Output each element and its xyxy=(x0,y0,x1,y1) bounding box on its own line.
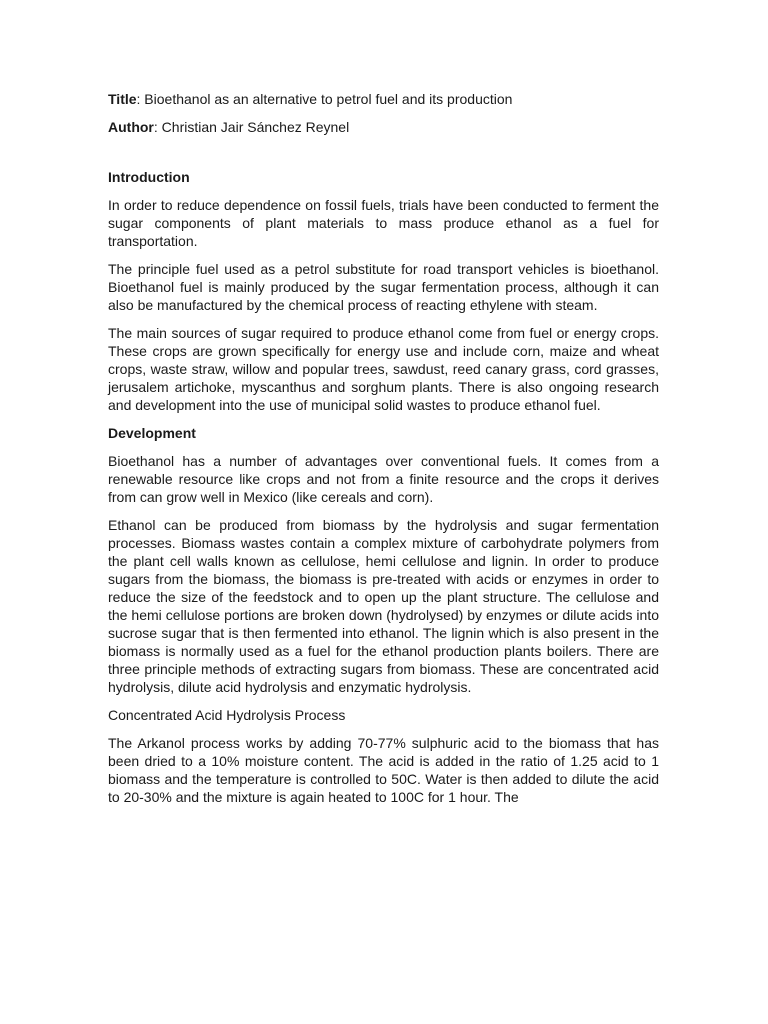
development-heading: Development xyxy=(108,425,196,441)
introduction-paragraph-2: The principle fuel used as a petrol substitute for road transport vehicles is bioethanol. Bioethanol fuel is mainly produced by the sugar fermentation process, although it can also be manufactured by the chemical process of reacting ethylene with steam. xyxy=(108,261,659,313)
introduction-paragraph-3: The main sources of sugar required to produce ethanol come from fuel or energy crops. These crops are grown specifically for energy use and include corn, maize and wheat crops, waste straw, willow and popular trees, sawdust, reed canary grass, cord grasses, jerusalem artichoke, myscanthus and sorghum plants. There is also ongoing research and development into the use of municipal solid wastes to produce ethanol fuel. xyxy=(108,325,659,413)
development-paragraph-2: Ethanol can be produced from biomass by the hydrolysis and sugar fermentation processes. Biomass wastes contain a complex mixture of carbohydrate polymers from the plant cell walls known as cellulose, hemi cellulose and lignin. In order to produce sugars from the biomass, the biomass is pre-treated with acids or enzymes in order to reduce the size of the feedstock and to open up the plant structure. The cellulose and the hemi cellulose portions are broken down (hydrolysed) by enzymes or dilute acids into sucrose sugar that is then fermented into ethanol. The lignin which is also present in the biomass is normally used as a fuel for the ethanol production plants boilers. There are three principle methods of extracting sugars from biomass. These are concentrated acid hydrolysis, dilute acid hydrolysis and enzymatic hydrolysis. xyxy=(108,517,659,695)
document-author: : Christian Jair Sánchez Reynel xyxy=(153,119,350,135)
document-page xyxy=(108,90,659,816)
introduction-heading: Introduction xyxy=(108,169,190,185)
document-title: : Bioethanol as an alternative to petrol fuel and its production xyxy=(136,91,513,107)
concentrated-acid-paragraph: The Arkanol process works by adding 70-77% sulphuric acid to the biomass that has been dried to a 10% moisture content. The acid is added in the ratio of 1.25 acid to 1 biomass and the temperature is controlled to 50C. Water is then added to dilute the acid to 20-30% and the mixture is again heated to 100C for 1 hour. The xyxy=(108,735,659,805)
concentrated-acid-heading: Concentrated Acid Hydrolysis Process xyxy=(108,707,346,723)
title-label: Title xyxy=(108,91,137,107)
document-author-line xyxy=(108,118,659,136)
development-paragraph-1: Bioethanol has a number of advantages over conventional fuels. It comes from a renewable resource like crops and not from a finite resource and the crops it derives from can grow well in Mexico (like cereals and corn). xyxy=(108,453,659,505)
author-label: Author xyxy=(108,119,154,135)
document-title-line xyxy=(108,90,659,108)
introduction-paragraph-1: In order to reduce dependence on fossil fuels, trials have been conducted to ferment the sugar components of plant materials to mass produce ethanol as a fuel for transportation. xyxy=(108,197,659,249)
